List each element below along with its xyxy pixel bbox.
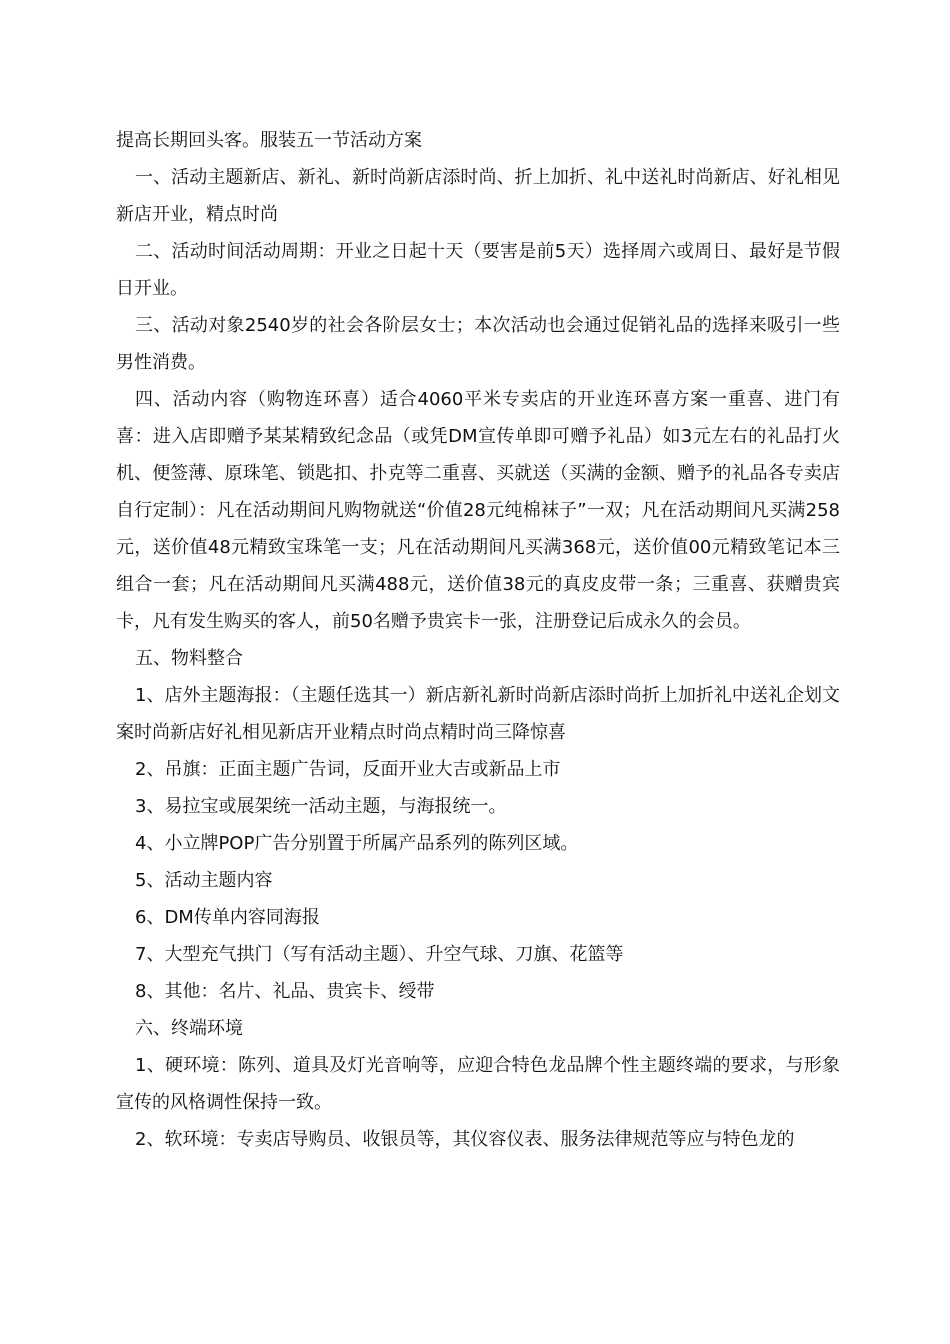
paragraph: 2、吊旗：正面主题广告词，反面开业大吉或新品上市 (135, 759, 561, 780)
document-body (116, 122, 840, 1158)
paragraph: 三、活动对象2540岁的社会各阶层女士；本次活动也会通过促销礼品的选择来吸引一些男性消费。 (116, 315, 840, 373)
paragraph: 2、软环境：专卖店导购员、收银员等，其仪容仪表、服务法律规范等应与特色龙的 (135, 1129, 795, 1150)
paragraph: 8、其他：名片、礼品、贵宾卡、绶带 (135, 981, 435, 1002)
paragraph: 3、易拉宝或展架统一活动主题，与海报统一。 (135, 796, 507, 817)
paragraph: 四、活动内容（购物连环喜）适合4060平米专卖店的开业连环喜方案一重喜、进门有喜：进入店即赠予某某精致纪念品（或凭DM宣传单即可赠予礼品）如3元左右的礼品打火机、便签薄、原珠笔、锁匙扣、扑克等二重喜、买就送（买满的金额、赠予的礼品各专卖店自行定制）：凡在活动期间凡购物就送“价值28元纯棉袜子”一双；凡在活动期间凡买满258元，送价值48元精致宝珠笔一支；凡在活动期间凡买满368元，送价值00元精致笔记本三组合一套；凡在活动期间凡买满488元，送价值38元的真皮皮带一条；三重喜、获赠贵宾卡，凡有发生购买的客人，前50名赠予贵宾卡一张，注册登记后成永久的会员。 (116, 389, 840, 632)
paragraph: 1、硬环境：陈列、道具及灯光音响等，应迎合特色龙品牌个性主题终端的要求，与形象宣传的风格调性保持一致。 (116, 1055, 840, 1113)
paragraph: 4、小立牌POP广告分别置于所属产品系列的陈列区域。 (135, 833, 579, 854)
paragraph: 六、终端环境 (135, 1018, 243, 1039)
paragraph: 一、活动主题新店、新礼、新时尚新店添时尚、折上加折、礼中送礼时尚新店、好礼相见新店开业，精点时尚 (116, 167, 840, 225)
paragraph: 提高长期回头客。服装五一节活动方案 (116, 130, 422, 151)
paragraph: 5、活动主题内容 (135, 870, 273, 891)
paragraph: 1、店外主题海报：（主题任选其一）新店新礼新时尚新店添时尚折上加折礼中送礼企划文案时尚新店好礼相见新店开业精点时尚点精时尚三降惊喜 (116, 685, 840, 743)
paragraph: 6、DM传单内容同海报 (135, 907, 320, 928)
paragraph: 7、大型充气拱门（写有活动主题）、升空气球、刀旗、花篮等 (135, 944, 624, 965)
paragraph: 五、物料整合 (135, 648, 243, 669)
paragraph: 二、活动时间活动周期：开业之日起十天（要害是前5天）选择周六或周日、最好是节假日开业。 (116, 241, 840, 299)
